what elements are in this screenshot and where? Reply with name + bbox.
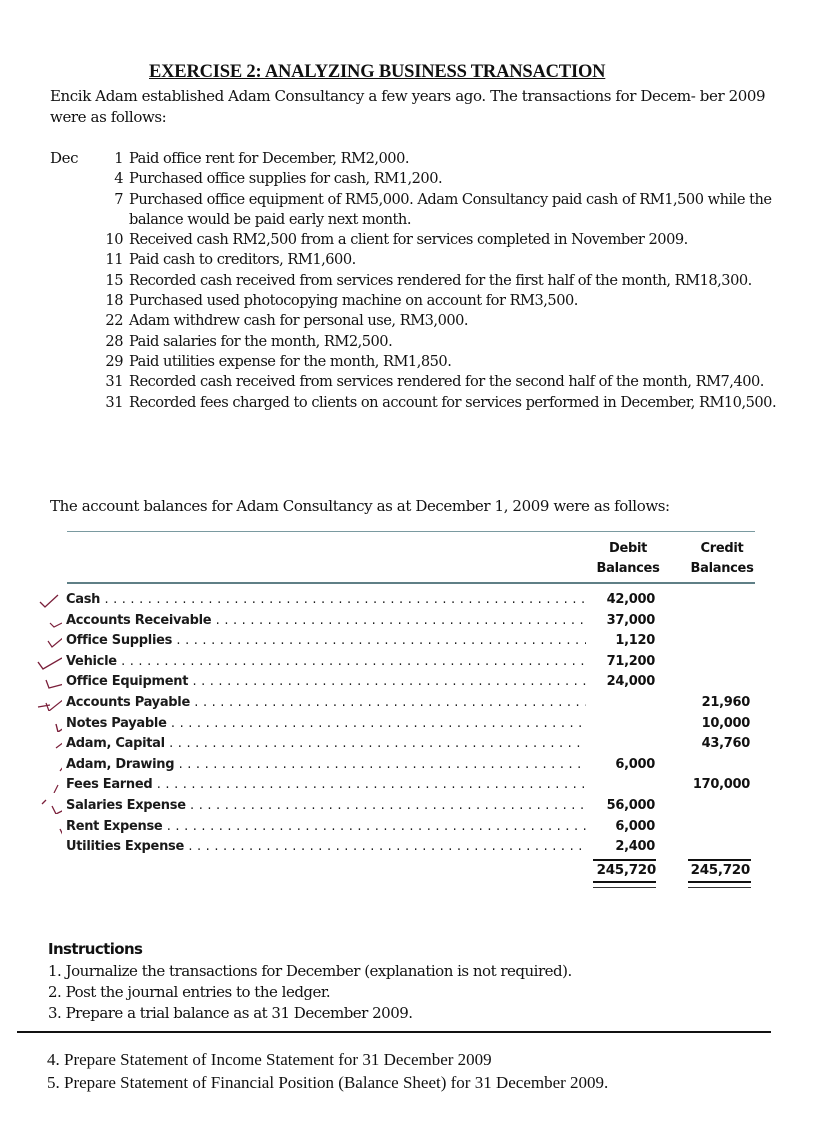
credit-total-underline [688,859,751,861]
table-row [66,693,756,714]
transaction-item [90,372,780,392]
debit-value: 1,120 [615,633,655,649]
table-top-rule [67,531,755,532]
account-name: Notes Payable . . . [66,714,586,735]
table-row [66,652,756,673]
table-row [66,837,756,858]
transaction-item [90,352,780,372]
transaction-day: 1 [114,150,123,167]
table-row [66,775,756,796]
table-row [66,611,756,632]
credit-column-header [677,539,767,579]
transaction-day: 7 [114,190,123,208]
transaction-text: Paid salaries for the month, RM2,500. [129,332,393,350]
handwritten-check-icon [36,674,62,690]
transaction-text: Paid cash to creditors, RM1,600. [129,251,356,269]
handwritten-check-icon [36,716,62,732]
table-row [66,796,756,817]
debit-header-line2: Balances [596,561,660,576]
debit-value: 42,000 [606,592,655,607]
transaction-item [90,271,780,291]
transaction-day: 15 [105,271,123,289]
credit-total-double-underline [688,881,751,888]
transaction-text: Recorded cash received from services rendered for the second half of the month, RM7,400. [129,373,764,391]
debit-value: 2,400 [615,839,655,855]
handwritten-check-icon [36,633,62,649]
account-name: Vehicle . . . [66,652,586,673]
transaction-day: 22 [105,312,123,330]
balances-intro: The account balances for Adam Consultancy as at December 1, 2009 were as follows: [50,497,670,515]
transaction-item [90,393,780,413]
credit-header-line2: Balances [690,561,754,576]
transaction-text: Purchased used photocopying machine on account for RM3,500. [129,292,578,310]
transaction-day: 11 [105,251,123,269]
account-balances-table [66,590,756,858]
account-name: Adam, Drawing . . . [66,755,586,776]
transaction-day: 18 [105,292,123,310]
debit-value: 56,000 [606,797,655,813]
debit-value: 71,200 [606,653,655,669]
exercise-title: EXERCISE 2: ANALYZING BUSINESS TRANSACTION [149,62,606,82]
credit-value: 43,760 [701,736,750,752]
instructions-heading: Instructions [48,940,143,958]
debit-value: 24,000 [606,674,655,690]
account-name: Office Supplies . . . [66,631,586,652]
account-name: Office Equipment . . . [66,672,586,693]
handwritten-check-icon [36,757,62,773]
table-row [66,755,756,776]
debit-total-underline [593,859,656,861]
table-row [66,672,756,693]
debit-total-double-underline [593,881,656,888]
debit-header-line1: Debit [608,541,648,556]
transaction-day: 10 [105,231,123,249]
handwritten-check-icon [36,654,62,670]
transaction-day: 31 [105,393,123,411]
handwritten-check-icon [36,695,62,711]
transaction-item [90,311,780,331]
instructions-list [48,961,572,1024]
transaction-item [90,250,780,270]
table-row [66,590,756,611]
account-name: Salaries Expense . . . [66,796,586,817]
debit-value: 6,000 [615,756,655,772]
transaction-day: 31 [105,373,123,391]
account-name: Accounts Receivable . . . [66,611,586,632]
transaction-text: Recorded fees charged to clients on account for services performed in December, RM10,500. [129,393,777,411]
table-row [66,631,756,652]
transaction-item [90,332,780,352]
account-name: Fees Earned . . . [66,775,586,796]
account-name: Adam, Capital . . . [66,734,586,755]
credit-value: 10,000 [701,715,750,731]
handwritten-check-icon [36,798,62,814]
account-name: Utilities Expense . . . [66,837,586,858]
transaction-item [90,291,780,311]
transaction-text: Paid office rent for December, RM2,000. [129,150,409,167]
transaction-text: Received cash RM2,500 from a client for services completed in November 2009. [129,231,688,249]
transaction-text: Purchased office supplies for cash, RM1,200. [129,170,443,188]
transactions-list [90,149,780,413]
credit-header-line1: Credit [700,541,744,556]
handwritten-check-icon [36,613,62,629]
additional-instruction-item: 4. Prepare Statement of Income Statement for 31 December 2009 [47,1050,492,1069]
account-name: Cash . . . [66,590,586,611]
intro-paragraph: Encik Adam established Adam Consultancy a few years ago. The transactions for Decem- ber 2009 were as follows: [50,87,766,126]
handwritten-check-icon [36,592,62,608]
handwritten-check-icon [36,736,62,752]
credit-total: 245,720 [690,862,750,878]
additional-instructions-list [47,1048,608,1094]
account-name: Rent Expense . . . [66,817,586,838]
handwritten-check-icon [36,819,62,835]
debit-value: 6,000 [615,818,655,834]
transaction-item [90,230,780,250]
transaction-text: Recorded cash received from services rendered for the first half of the month, RM18,300. [129,271,752,289]
additional-instruction-item: 5. Prepare Statement of Financial Position (Balance Sheet) for 31 December 2009. [47,1073,609,1092]
transaction-day: 4 [114,170,123,188]
section-divider [17,1031,771,1033]
transaction-day: 28 [105,332,123,350]
table-header-rule [67,582,755,584]
transaction-day: 29 [105,352,123,370]
transaction-text: Adam withdrew cash for personal use, RM3,000. [129,312,469,330]
transaction-text: Paid utilities expense for the month, RM1,850. [129,352,452,370]
debit-total: 245,720 [596,862,656,878]
transactions-month-label: Dec [50,149,79,167]
transaction-item [90,190,780,231]
table-row [66,714,756,735]
transaction-item [90,149,780,169]
credit-value: 21,960 [701,694,750,710]
instruction-item: 3. Prepare a trial balance as at 31 December 2009. [48,1004,413,1022]
instruction-item: 2. Post the journal entries to the ledger. [48,983,331,1001]
debit-column-header [583,539,673,579]
debit-value: 37,000 [606,612,655,628]
account-name: Accounts Payable . . . [66,693,586,714]
transaction-text: Purchased office equipment of RM5,000. Adam Consultancy paid cash of RM1,500 while the balance would be paid early next month. [129,190,772,228]
credit-value: 170,000 [692,777,750,793]
handwritten-check-icon [36,777,62,793]
table-row [66,734,756,755]
transaction-item [90,169,780,189]
instruction-item: 1. Journalize the transactions for December (explanation is not required). [48,962,572,980]
table-row [66,817,756,838]
